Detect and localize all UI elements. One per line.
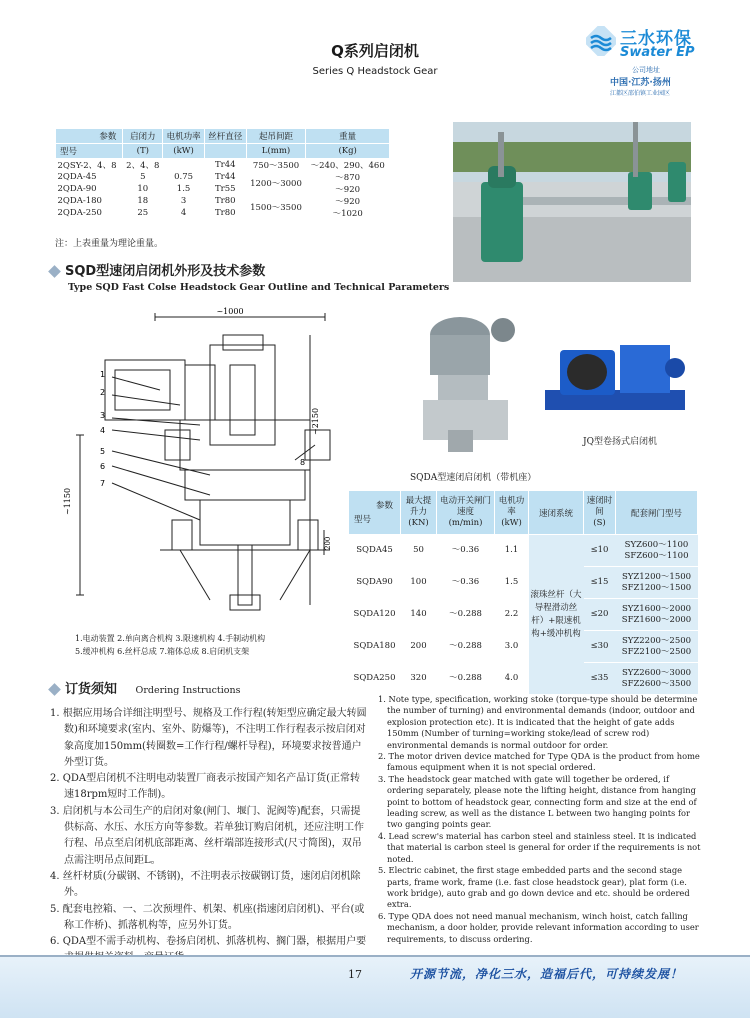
t1-header-weight: 重量 xyxy=(306,129,390,144)
t1-cell: Tr44 xyxy=(215,160,236,170)
t1-cell: Tr80 xyxy=(215,196,236,206)
t1-header-power: 电机功率 xyxy=(163,129,205,144)
t2-gate-syz: SYZ2200～2500 xyxy=(621,635,692,646)
callout-6: 6 xyxy=(100,462,106,471)
t2-header-model: 型号 xyxy=(354,514,372,525)
ordering-item: 3. 启闭机与本公司生产的启闭对象(闸门、堰门、泥阀等)配套，只需提供标高、水压、水压方向等参数。若单独订购启闭机，还应注明工作行程、吊点至启闭机底部距离、丝杆端部连接形式(尺寸简图)，双吊点需注明吊点间距L。 xyxy=(50,805,364,866)
t2-cell-time: ≤10 xyxy=(584,535,616,567)
t1-cell: Tr80 xyxy=(215,208,236,218)
t2-cell-gate xyxy=(616,535,698,567)
t2-header-param: 参数 xyxy=(375,500,393,511)
t1-header-param: 参数 xyxy=(56,129,123,144)
ordering-title-en: Ordering Instructions xyxy=(135,685,241,696)
t2-cell-time: ≤35 xyxy=(584,663,616,695)
logo-name-cn: 三水环保 xyxy=(620,29,692,49)
t2-cell-gate xyxy=(616,631,698,663)
t2-cell-force: 200 xyxy=(401,631,437,663)
t1-cell: ～1020 xyxy=(332,209,363,219)
t1-cell: ～920 xyxy=(335,197,361,207)
drawing-legend xyxy=(75,632,265,658)
jq-winch-photo xyxy=(540,330,690,425)
table-row xyxy=(349,631,698,663)
t2-gate-syz: SYZ600～1100 xyxy=(624,539,689,550)
page-subtitle: Series Q Headstock Gear xyxy=(312,66,438,77)
t1-cell: 5 xyxy=(140,172,146,182)
t2-cell-power: 2.2 xyxy=(495,599,529,631)
table-row xyxy=(56,159,390,172)
t1-cell: 25 xyxy=(137,208,149,218)
t2-header-speed-unit: (m/min) xyxy=(448,518,483,528)
callout-8: 8 xyxy=(300,458,306,467)
ordering-section-title xyxy=(50,678,241,697)
dim-width: ~1000 xyxy=(216,307,244,316)
section-diamond-icon xyxy=(48,683,61,696)
logo-address-label: 公司地址 xyxy=(632,66,660,74)
sqd-section-title xyxy=(50,260,265,279)
t2-cell-force: 140 xyxy=(401,599,437,631)
t1-cell: 2QDA-45 xyxy=(57,172,97,182)
jq-caption: JQ型卷扬式启闭机 xyxy=(583,437,657,447)
dim-h3: 200 xyxy=(324,536,332,550)
table-row xyxy=(349,663,698,695)
t1-cell: 2QDA-250 xyxy=(57,208,102,218)
ordering-item-en: 6. Type QDA does not need manual mechanism, winch hoist, catch falling mechanism, a door holder, provide relevant information according to user requirements, to discuss ordering. xyxy=(378,910,699,944)
callout-4: 4 xyxy=(100,426,106,435)
t2-cell-model: SQDA180 xyxy=(349,631,401,663)
callout-1: 1 xyxy=(100,370,106,379)
t2-cell-power: 1.5 xyxy=(495,567,529,599)
t1-header-model: 型号 xyxy=(56,144,123,159)
t1-header-span: 起吊间距 xyxy=(246,129,306,144)
ordering-item: 5. 配套电控箱、一、二次预埋件、机架、机座(指速闭启闭机)、平台(或称工作桥)、抓落机构等，应另外订货。 xyxy=(50,903,365,931)
t2-header-param-model xyxy=(349,491,401,535)
t2-cell-model: SQDA120 xyxy=(349,599,401,631)
ordering-item-en: 3. The headstock gear matched with gate will together be ordered, if ordering separately, please note the lifting height, distance from hanging point to bottom of headstock gear, connecting form and size at the end of leading screw, as well as the distance L between two hanging points for two ganging points gear. xyxy=(378,773,697,830)
t1-header-screw: 丝杆直径 xyxy=(204,129,246,144)
t2-gate-sfz: SFZ1600～2000 xyxy=(621,614,692,625)
dim-h1: ~1150 xyxy=(63,487,72,515)
callout-5: 5 xyxy=(100,447,106,456)
sqd-spec-table xyxy=(348,490,698,695)
t1-cell: 2QSY-2、4、8 xyxy=(57,161,117,171)
t2-header-power xyxy=(495,491,529,535)
table-row xyxy=(56,183,390,195)
t1-cell: Tr55 xyxy=(215,184,236,194)
t1-cell: ～240、290、460 xyxy=(310,161,385,171)
t2-cell-speed: ～0.288 xyxy=(437,599,495,631)
t2-cell-speed: ～0.36 xyxy=(437,567,495,599)
sqda-caption: SQDA型速闭启闭机（带机座） xyxy=(410,473,537,483)
t2-cell-speed: ～0.288 xyxy=(437,631,495,663)
t1-cell: 2QDA-180 xyxy=(57,196,102,206)
t2-cell-time: ≤20 xyxy=(584,599,616,631)
sqd-section-title-text: SQD型速闭启闭机外形及技术参数 xyxy=(65,264,266,279)
t2-cell-force: 320 xyxy=(401,663,437,695)
t2-cell-gate xyxy=(616,567,698,599)
table-row xyxy=(349,567,698,599)
t2-header-power-label: 电机功率 xyxy=(498,496,525,517)
t2-gate-sfz: SFZ1200～1500 xyxy=(621,582,692,593)
t2-header-power-unit: (kW) xyxy=(501,518,522,528)
t2-header-time-unit: (S) xyxy=(593,518,606,528)
q-series-spec-table xyxy=(55,128,390,219)
logo-address-detail: 江都区邵伯镇工业园区 xyxy=(610,90,671,97)
table-row xyxy=(56,207,390,219)
ordering-item-en: 2. The motor driven device matched for Type QDA is the product from home famous equipment when it is not special ordered. xyxy=(378,751,700,773)
t2-cell-time: ≤30 xyxy=(584,631,616,663)
t2-cell-force: 100 xyxy=(401,567,437,599)
t2-cell-time: ≤15 xyxy=(584,567,616,599)
legend-line: 5.缓冲机构 6.丝杆总成 7.箱体总成 8.启闭机支架 xyxy=(75,647,250,656)
table-row xyxy=(349,599,698,631)
company-logo xyxy=(580,18,750,98)
t1-unit-weight: (Kg) xyxy=(306,144,390,159)
t2-cell-gate xyxy=(616,663,698,695)
t2-cell-speed: ～0.36 xyxy=(437,535,495,567)
t1-cell xyxy=(163,159,205,172)
t1-unit-screw xyxy=(204,144,246,159)
t2-header-system: 速闭系统 xyxy=(529,491,584,535)
callout-3: 3 xyxy=(100,411,106,420)
t1-cell: 2QDA-90 xyxy=(57,184,97,194)
ordering-item-en: 4. Lead screw's material has carbon steel and stainless steel. It is indicated that material is carbon steel is general for order if the requirements is not noted. xyxy=(378,830,701,864)
t2-header-force-label: 最大提升力 xyxy=(405,496,432,517)
outline-drawing xyxy=(60,305,360,630)
t1-cell: 18 xyxy=(137,196,149,206)
ordering-item: 4. 丝杆材质(分碳钢、不锈钢)，不注明表示按碳钢订货，速闭启闭机除外。 xyxy=(50,870,361,899)
t2-gate-syz: SYZ1200～1500 xyxy=(621,571,692,582)
dim-h2: ~2150 xyxy=(311,407,320,435)
t2-header-gate: 配套闸门型号 xyxy=(616,491,698,535)
t2-cell-power: 4.0 xyxy=(495,663,529,695)
table1-note: 注：上表重量为理论重量。 xyxy=(55,239,164,249)
ordering-item: 2. QDA型启闭机不注明电动装置厂商表示按国产知名产品订货(正常转速18rpm短时工作制)。 xyxy=(50,773,361,801)
ordering-list-en xyxy=(378,694,708,945)
t1-cell: Tr44 xyxy=(215,172,236,182)
t2-gate-syz: SYZ1600～2000 xyxy=(621,603,692,614)
t1-unit-force: (T) xyxy=(123,144,163,159)
table-row xyxy=(56,195,390,207)
t2-header-force-unit: (KN) xyxy=(408,518,429,528)
t2-cell-speed: ～0.288 xyxy=(437,663,495,695)
t1-cell: 750～3500 xyxy=(252,161,300,171)
t1-cell: ～870 xyxy=(335,173,361,183)
sqda-gear-photo xyxy=(408,300,528,455)
footer-divider xyxy=(0,955,750,957)
t2-header-force xyxy=(401,491,437,535)
t2-cell-power: 3.0 xyxy=(495,631,529,663)
table-row xyxy=(349,535,698,567)
t1-cell: 4 xyxy=(180,208,187,218)
legend-line: 1.电动装置 2.单向离合机构 3.限速机构 4.手制动机构 xyxy=(75,634,266,643)
t1-cell: 2、4、8 xyxy=(126,161,160,171)
ordering-title-text: 订货须知 xyxy=(65,682,118,697)
t2-cell-gate xyxy=(616,599,698,631)
t2-gate-sfz: SFZ2100～2500 xyxy=(621,646,692,657)
t2-header-speed-label: 电动开关闸门速度 xyxy=(439,496,491,517)
sqd-section-title-en: Type SQD Fast Colse Headstock Gear Outline and Technical Parameters xyxy=(68,282,450,293)
table-row xyxy=(56,171,390,183)
installation-site-photo xyxy=(453,122,691,282)
t2-cell-power: 1.1 xyxy=(495,535,529,567)
callout-7: 7 xyxy=(100,479,106,488)
t1-cell: 0.75 xyxy=(174,172,194,182)
t2-merged-system: 滚珠丝杆（大导程滑动丝杆）+限速机构+缓冲机构 xyxy=(529,535,584,695)
t1-cell: ～920 xyxy=(335,185,361,195)
t1-cell: 1.5 xyxy=(176,184,191,194)
t1-merged-span: 1500～3500 xyxy=(250,203,302,213)
t1-cell: 10 xyxy=(137,184,149,194)
logo-address-main: 中国·江苏·扬州 xyxy=(610,78,671,88)
t1-cell: 3 xyxy=(180,196,187,206)
ordering-item-en: 1. Note type, specification, working stoke (torque-type should be determine the number of turning) and environmental demands (indoor, outdoor and explosion protection etc). It is indicated that the height of gate adds 150mm (Number of turning=working stoke/lead of screw rod) environmental demands is normal outdoor for order. xyxy=(378,694,698,750)
t1-unit-span: L(mm) xyxy=(246,144,306,159)
t2-header-speed xyxy=(437,491,495,535)
t2-cell-model: SQDA45 xyxy=(349,535,401,567)
page-title: Q系列启闭机 xyxy=(331,42,419,60)
page-number: 17 xyxy=(348,968,362,981)
ordering-item: 1. 根据应用场合详细注明型号、规格及工作行程(转矩型应确定最大转圆数)和环境要求(室内、室外、防爆等)，不注明工作行程表示按启闭对象高度加150mm(转圈数=工作行程/螺杆导程)，环境要求按普通户外型订货。 xyxy=(50,708,367,768)
t2-header-time xyxy=(584,491,616,535)
t2-gate-sfz: SFZ600～1100 xyxy=(624,550,689,561)
t1-header-force: 启闭力 xyxy=(123,129,163,144)
t2-cell-force: 50 xyxy=(401,535,437,567)
footer-slogan: 开源节流，净化三水，造福后代，可持续发展！ xyxy=(410,967,684,981)
wave-logo-icon xyxy=(586,26,616,56)
ordering-item: 6. QDA型不需手动机构、卷扬启闭机、抓落机构、搁门器，根据用户要 xyxy=(50,936,367,948)
t2-cell-model: SQDA90 xyxy=(349,567,401,599)
t2-gate-sfz: SFZ2600～3500 xyxy=(621,678,692,689)
logo-name-en: Swater EP xyxy=(620,45,695,60)
t1-unit-power: (kW) xyxy=(163,144,205,159)
callout-2: 2 xyxy=(100,388,106,397)
t2-gate-syz: SYZ2600～3000 xyxy=(621,667,692,678)
t2-cell-model: SQDA250 xyxy=(349,663,401,695)
ordering-item-en: 5. Electric cabinet, the first stage embedded parts and the second stage parts, frame work, frame (i.e. fast close headstock gear), plat form (i.e. work bridge), auto grab and go down device and etc. should be ordered extra. xyxy=(378,865,690,910)
t1-merged-span: 1200～3000 xyxy=(250,179,302,189)
section-diamond-icon xyxy=(48,265,61,278)
t2-header-time-label: 速闭时间 xyxy=(586,496,613,517)
ordering-list-cn xyxy=(50,706,368,967)
